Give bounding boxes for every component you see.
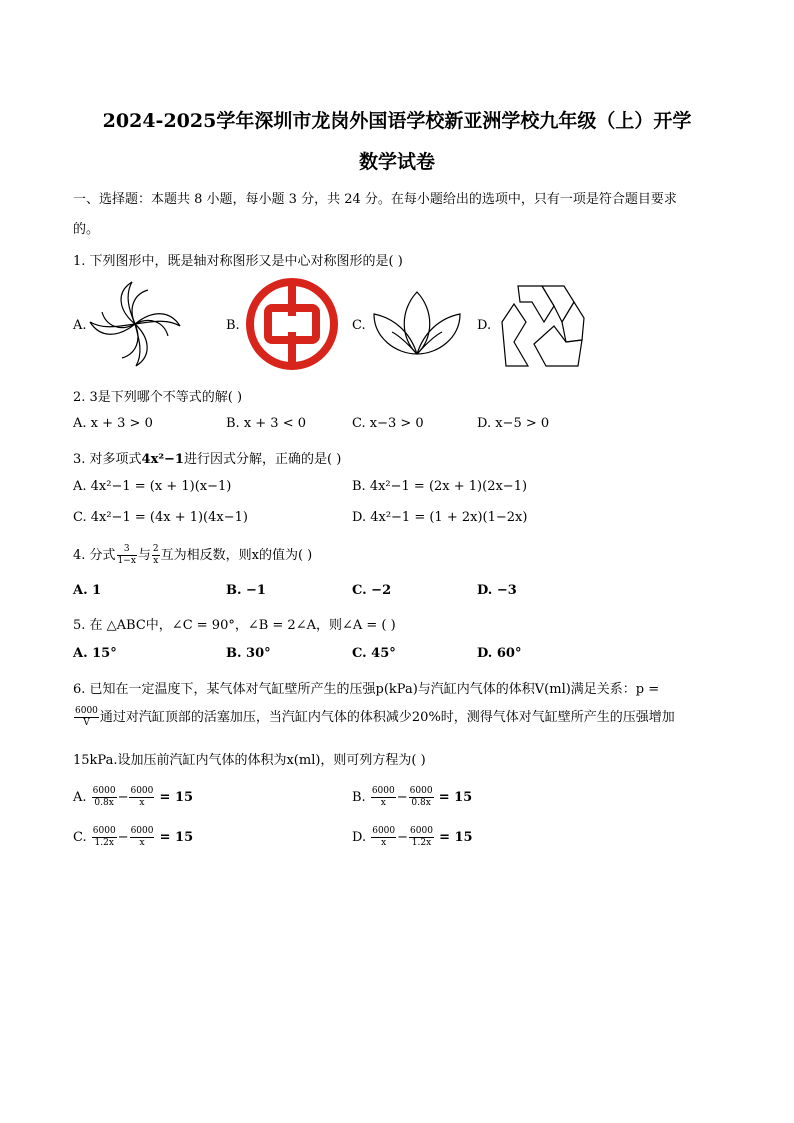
question-3-stem <box>73 448 341 467</box>
q5-option-d: D. 60° <box>477 646 522 661</box>
q6-c-minus: − <box>117 830 129 845</box>
q6-fraction <box>74 706 99 729</box>
q6-a-frac1 <box>92 786 117 809</box>
q6-a-minus: − <box>117 790 129 805</box>
q6-option-a <box>73 786 193 809</box>
q6-d-rhs: = 15 <box>439 830 473 845</box>
q6-b-minus: − <box>396 790 408 805</box>
bank-of-china-logo <box>246 278 338 370</box>
recycle-hexagon-figure <box>498 282 586 368</box>
q6-a-n2: 6000 <box>130 786 154 796</box>
q6-d-n1: 6000 <box>372 826 396 836</box>
pinwheel-figure <box>88 280 182 368</box>
q3-stem-expr: 4x²−1 <box>141 452 184 467</box>
q5-option-b: B. 30° <box>226 646 271 661</box>
q6-a-d2: x <box>139 798 145 808</box>
q6-c-d1: 1.2x <box>94 838 114 848</box>
q6-c-frac1 <box>92 826 117 849</box>
q6-line2-text: 通过对汽缸顶部的活塞加压，当汽缸内气体的体积减少20%时，测得气体对气缸壁所产生的压强增加 <box>99 710 675 725</box>
q4-frac2-num: 2 <box>152 544 159 554</box>
q6-c-label: C. <box>73 830 87 845</box>
q4-stem-post: 互为相反数，则x的值为( ) <box>160 548 313 563</box>
q1-option-d-label: D. <box>477 318 492 333</box>
q4-stem-mid: 与 <box>137 548 151 563</box>
q6-b-rhs: = 15 <box>438 790 473 805</box>
section-instructions-line2: 的。 <box>73 222 100 237</box>
q6-d-frac2 <box>409 826 434 849</box>
q6-a-rhs: = 15 <box>159 790 194 805</box>
q6-b-frac1 <box>371 786 396 809</box>
exam-title-line1: 2024-2025学年深圳市龙岗外国语学校新亚洲学校九年级（上）开学 <box>102 110 692 132</box>
q6-b-label: B. <box>352 790 366 805</box>
question-6-line1: 6. 已知在一定温度下，某气体对气缸壁所产生的压强p(kPa)与汽缸内气体的体积V(ml)满足关系：p = <box>73 682 660 697</box>
q6-b-d1: x <box>380 798 386 808</box>
q6-option-b <box>352 786 472 809</box>
q6-d-n2: 6000 <box>410 826 433 836</box>
q6-option-d <box>352 826 473 849</box>
q6-b-d2: 0.8x <box>411 798 431 808</box>
q6-a-label: A. <box>73 790 87 805</box>
q2-option-b: B. x + 3 < 0 <box>226 416 307 431</box>
q6-d-label: D. <box>352 830 367 845</box>
q6-c-frac2 <box>130 826 155 849</box>
q6-d-d2: 1.2x <box>411 838 432 848</box>
q6-a-n1: 6000 <box>92 786 116 796</box>
q3-option-c: C. 4x²−1 = (4x + 1)(4x−1) <box>73 510 248 525</box>
q6-b-n1: 6000 <box>371 786 395 796</box>
q6-d-minus: − <box>397 830 409 845</box>
question-5-stem: 5. 在 △ABC中，∠C = 90°，∠B = 2∠A，则∠A = ( ) <box>73 618 396 633</box>
q2-option-a: A. x + 3 > 0 <box>73 416 153 431</box>
q6-frac-num: 6000 <box>75 706 98 716</box>
q6-c-d2: x <box>139 838 145 848</box>
section-instructions-line1: 一、选择题：本题共 8 小题，每小题 3 分，共 24 分。在每小题给出的选项中，只有一项是符合题目要求 <box>73 192 677 207</box>
q1-option-a-label: A. <box>73 318 87 333</box>
q4-option-c: C. −2 <box>352 583 392 598</box>
q6-frac-den: V <box>83 718 90 728</box>
q4-option-a: A. 1 <box>73 583 102 598</box>
q3-stem-post: 进行因式分解，正确的是( ) <box>183 452 342 467</box>
q3-option-d: D. 4x²−1 = (1 + 2x)(1−2x) <box>352 510 528 525</box>
q6-b-n2: 6000 <box>409 786 433 796</box>
q3-stem-pre: 3. 对多项式 <box>73 452 142 467</box>
q4-option-b: B. −1 <box>226 583 266 598</box>
q6-c-n2: 6000 <box>130 826 154 836</box>
q6-d-frac1 <box>371 826 396 849</box>
q6-c-n1: 6000 <box>92 826 116 836</box>
question-4-stem <box>73 544 312 567</box>
question-2-stem: 2. 3是下列哪个不等式的解( ) <box>73 390 243 405</box>
q5-option-a: A. 15° <box>73 646 117 661</box>
q4-frac1-den: 1−x <box>117 556 136 566</box>
question-6-line3: 15kPa.设加压前汽缸内气体的体积为x(ml)，则可列方程为( ) <box>73 753 426 768</box>
lotus-figure <box>370 288 464 358</box>
q2-option-c: C. x−3 > 0 <box>352 416 424 431</box>
q4-stem-pre: 4. 分式 <box>73 548 116 563</box>
q3-option-b: B. 4x²−1 = (2x + 1)(2x−1) <box>352 479 528 494</box>
exam-title-line2: 数学试卷 <box>358 151 435 173</box>
q4-option-d: D. −3 <box>477 583 517 598</box>
q4-fraction-2 <box>152 544 160 567</box>
q6-a-frac2 <box>129 786 154 809</box>
question-1-stem: 1. 下列图形中，既是轴对称图形又是中心对称图形的是( ) <box>73 254 403 269</box>
q4-frac2-den: x <box>153 556 159 566</box>
q1-option-c-label: C. <box>352 318 366 333</box>
q6-b-frac2 <box>409 786 434 809</box>
q2-option-d: D. x−5 > 0 <box>477 416 550 431</box>
q4-fraction-1 <box>117 544 137 567</box>
q6-a-d1: 0.8x <box>94 798 114 808</box>
q4-frac1-num: 3 <box>117 544 137 556</box>
q3-option-a: A. 4x²−1 = (x + 1)(x−1) <box>73 479 232 494</box>
q6-d-d1: x <box>381 838 387 848</box>
question-6-line2 <box>73 706 675 729</box>
q6-c-rhs: = 15 <box>159 830 194 845</box>
q5-option-c: C. 45° <box>352 646 396 661</box>
q6-option-c <box>73 826 193 849</box>
q1-option-b-label: B. <box>226 318 240 333</box>
